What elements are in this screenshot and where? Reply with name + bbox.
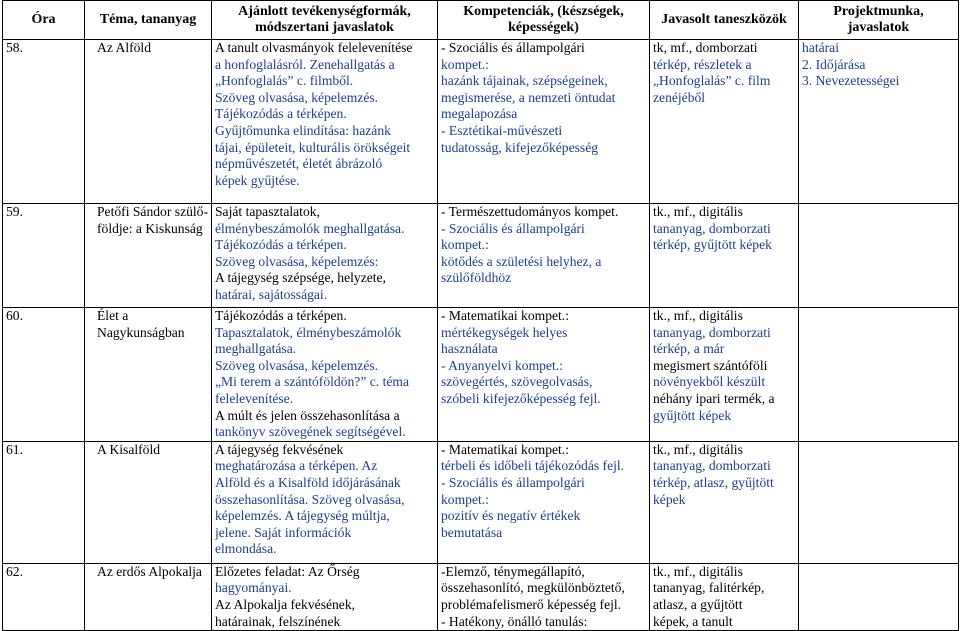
topic-line: A Kisalföld bbox=[97, 441, 161, 457]
table-row bbox=[3, 204, 959, 308]
header-row bbox=[3, 1, 959, 40]
text-line: „Mi terem a szántóföldön?” c. téma bbox=[215, 374, 410, 390]
text-line: - Természettudományos kompet. bbox=[441, 204, 619, 219]
tools-cell bbox=[650, 204, 799, 308]
text-line: hagyományai. bbox=[215, 580, 292, 596]
text-line: népművészetét, életét ábrázoló bbox=[215, 156, 383, 172]
tools-cell bbox=[650, 40, 799, 204]
text-line: képek gyűjtése. bbox=[215, 172, 300, 188]
text-line: Szöveg olvasása, képelemzés. bbox=[215, 89, 379, 105]
text-line: képelemzés. A tájegység múltja, bbox=[215, 508, 390, 524]
text-line: - Szociális és állampolgári bbox=[441, 474, 585, 490]
lesson-number: 59. bbox=[6, 204, 23, 219]
text-line: pozitív és negatív értékek bbox=[441, 508, 581, 524]
text-line: Az Alpokalja fekvésének, bbox=[215, 596, 356, 612]
text-line: térkép, a már bbox=[653, 341, 725, 357]
text-line: - Anyanyelvi kompet.: bbox=[441, 357, 563, 373]
topic-cell bbox=[85, 40, 212, 204]
activity-cell bbox=[212, 40, 438, 204]
text-line: tájai, épületeit, kulturális örökségeit bbox=[215, 139, 411, 155]
text-line: „Honfoglalás” c. filmből. bbox=[215, 73, 354, 89]
activity-cell bbox=[212, 204, 438, 308]
text-line: Tájékozódás a térképen. bbox=[215, 106, 347, 122]
text-line: zenéjéből bbox=[653, 89, 706, 105]
topic-line: Az erdős Alpokalja bbox=[97, 563, 202, 579]
col-header-tevekenyseg: Ajánlott tevékenységformák, módszertani javaslatok bbox=[212, 1, 438, 40]
text-line: elmondása. bbox=[215, 541, 277, 557]
text-line: szülőföldhöz bbox=[441, 270, 512, 286]
text-line: összehasonlítása. Szöveg olvasása, bbox=[215, 491, 405, 507]
text-line: jelene. Saját információk bbox=[215, 524, 352, 540]
text-line: problémafelismerő képesség fejl. bbox=[441, 596, 622, 612]
text-line: A tanult olvasmányok felelevenítése bbox=[215, 40, 413, 55]
col-header-kompetencia: Kompetenciák, (készségek, képességek) bbox=[438, 1, 650, 40]
text-line: képek, a tanult bbox=[653, 613, 733, 629]
text-line: - Esztétikai-művészeti bbox=[441, 122, 563, 138]
text-line: tananyag, domborzati bbox=[653, 458, 771, 474]
activity-cell bbox=[212, 308, 438, 442]
lesson-number-cell bbox=[3, 204, 85, 308]
activity-cell bbox=[212, 563, 438, 630]
text-line: térbeli és időbeli tájékozódás fejl. bbox=[441, 458, 625, 474]
text-line: A tájegység szépsége, helyzete, bbox=[215, 270, 386, 286]
competence-cell bbox=[438, 563, 650, 630]
text-line: Gyűjtőmunka elindítása: hazánk bbox=[215, 122, 391, 138]
project-cell bbox=[799, 308, 959, 442]
text-line: térkép, gyűjtött képek bbox=[653, 237, 772, 253]
competence-cell bbox=[438, 441, 650, 563]
text-line: Tapasztalatok, élménybeszámolók bbox=[215, 324, 402, 340]
text-line: használata bbox=[441, 341, 498, 357]
competence-cell bbox=[438, 308, 650, 442]
text-line: tk, mf., domborzati bbox=[653, 40, 758, 55]
text-line: megismerése, a nemzeti öntudat bbox=[441, 89, 616, 105]
text-line: tananyag, domborzati bbox=[653, 220, 771, 236]
project-cell bbox=[799, 441, 959, 563]
text-line: 2. Időjárása bbox=[802, 56, 866, 72]
text-line: tk., mf., digitális bbox=[653, 204, 743, 219]
text-line: atlasz, a gyűjtött bbox=[653, 596, 743, 612]
text-line: a honfoglalásról. Zenehallgatás a bbox=[215, 56, 395, 72]
topic-line: Élet a bbox=[97, 308, 129, 323]
lesson-plan-table bbox=[2, 0, 959, 631]
text-line: néhány ipari termék, a bbox=[653, 390, 775, 406]
lesson-number-cell bbox=[3, 308, 85, 442]
text-line: összehasonlító, megkülönböztető, bbox=[441, 580, 625, 596]
topic-cell bbox=[85, 563, 212, 630]
text-line: - Szociális és állampolgári bbox=[441, 40, 585, 55]
text-line: „Honfoglalás” c. film bbox=[653, 73, 771, 89]
text-line: határai, sajátosságai. bbox=[215, 286, 328, 302]
text-line: -Elemző, ténymegállapító, bbox=[441, 563, 585, 579]
competence-cell bbox=[438, 204, 650, 308]
lesson-number: 61. bbox=[6, 441, 23, 457]
text-line: térkép, atlasz, gyűjtött bbox=[653, 474, 774, 490]
text-line: képek bbox=[653, 491, 686, 507]
text-line: - Szociális és állampolgári bbox=[441, 220, 585, 236]
lesson-number: 62. bbox=[6, 563, 23, 579]
text-line: meghallgatása. bbox=[215, 341, 297, 357]
topic-line: Az Alföld bbox=[97, 40, 151, 55]
text-line: tk., mf., digitális bbox=[653, 308, 743, 323]
text-line: határainak, felszínének bbox=[215, 613, 341, 629]
lesson-number: 58. bbox=[6, 40, 23, 55]
text-line: A tájegység fekvésének bbox=[215, 441, 344, 457]
text-line: mértékegységek helyes bbox=[441, 324, 568, 340]
topic-line: Nagykunságban bbox=[97, 324, 185, 340]
table-row bbox=[3, 563, 959, 630]
text-line: Tájékozódás a térképen. bbox=[215, 308, 347, 323]
text-line: Alföld és a Kisalföld időjárásának bbox=[215, 474, 401, 490]
text-line: Szöveg olvasása, képelemzés. bbox=[215, 357, 379, 373]
table-row bbox=[3, 308, 959, 442]
text-line: megismert szántóföli bbox=[653, 357, 768, 373]
col-header-tema: Téma, tananyag bbox=[85, 1, 212, 40]
text-line: élménybeszámolók meghallgatása. bbox=[215, 220, 405, 236]
project-cell bbox=[799, 40, 959, 204]
text-line: kompet.: bbox=[441, 237, 489, 253]
text-line: tk., mf., digitális bbox=[653, 563, 743, 579]
text-line: kompet.: bbox=[441, 56, 489, 72]
text-line: - Matematikai kompet.: bbox=[441, 441, 569, 457]
project-cell bbox=[799, 563, 959, 630]
text-line: Előzetes feladat: Az Őrség bbox=[215, 563, 360, 579]
tools-cell bbox=[650, 308, 799, 442]
text-line: bemutatása bbox=[441, 524, 503, 540]
project-cell bbox=[799, 204, 959, 308]
table-row bbox=[3, 441, 959, 563]
text-line: Saját tapasztalatok, bbox=[215, 204, 320, 219]
activity-cell bbox=[212, 441, 438, 563]
col-header-eszkozok: Javasolt taneszközök bbox=[650, 1, 799, 40]
text-line: szóbeli kifejezőképesség fejl. bbox=[441, 390, 601, 406]
topic-cell bbox=[85, 308, 212, 442]
text-line: Tájékozódás a térképen. bbox=[215, 237, 347, 253]
text-line: tudatosság, kifejezőképesség bbox=[441, 139, 599, 155]
topic-line: földje: a Kiskunság bbox=[97, 220, 203, 236]
lesson-number: 60. bbox=[6, 308, 23, 323]
text-line: tk., mf., digitális bbox=[653, 441, 743, 457]
text-line: - Hatékony, önálló tanulás: bbox=[441, 613, 588, 629]
text-line: Szöveg olvasása, képelemzés: bbox=[215, 253, 379, 269]
competence-cell bbox=[438, 40, 650, 204]
text-line: felelevenítése. bbox=[215, 390, 294, 406]
col-header-projekt: Projektmunka, javaslatok bbox=[799, 1, 959, 40]
text-line: - Matematikai kompet.: bbox=[441, 308, 569, 323]
tools-cell bbox=[650, 563, 799, 630]
text-line: A múlt és jelen összehasonlítása a bbox=[215, 407, 400, 423]
topic-cell bbox=[85, 441, 212, 563]
topic-line: Petőfi Sándor szülő- bbox=[97, 204, 208, 219]
table-row bbox=[3, 40, 959, 204]
tools-cell bbox=[650, 441, 799, 563]
text-line: határai bbox=[802, 40, 839, 55]
topic-cell bbox=[85, 204, 212, 308]
col-header-ora: Óra bbox=[3, 1, 85, 40]
text-line: szövegértés, szövegolvasás, bbox=[441, 374, 593, 390]
text-line: 3. Nevezetességei bbox=[802, 73, 900, 89]
lesson-number-cell bbox=[3, 441, 85, 563]
text-line: kompet.: bbox=[441, 491, 489, 507]
text-line: növényekből készült bbox=[653, 374, 766, 390]
text-line: hazánk tájainak, szépségeinek, bbox=[441, 73, 608, 89]
text-line: meghatározása a térképen. Az bbox=[215, 458, 378, 474]
text-line: gyűjtött képek bbox=[653, 407, 732, 423]
text-line: kötődés a születési helyhez, a bbox=[441, 253, 602, 269]
lesson-number-cell bbox=[3, 563, 85, 630]
text-line: megalapozása bbox=[441, 106, 518, 122]
text-line: tananyag, domborzati bbox=[653, 324, 771, 340]
text-line: térkép, részletek a bbox=[653, 56, 752, 72]
text-line: tananyag, falitérkép, bbox=[653, 580, 765, 596]
text-line: tankönyv szövegének segítségével. bbox=[215, 424, 406, 440]
lesson-number-cell bbox=[3, 40, 85, 204]
